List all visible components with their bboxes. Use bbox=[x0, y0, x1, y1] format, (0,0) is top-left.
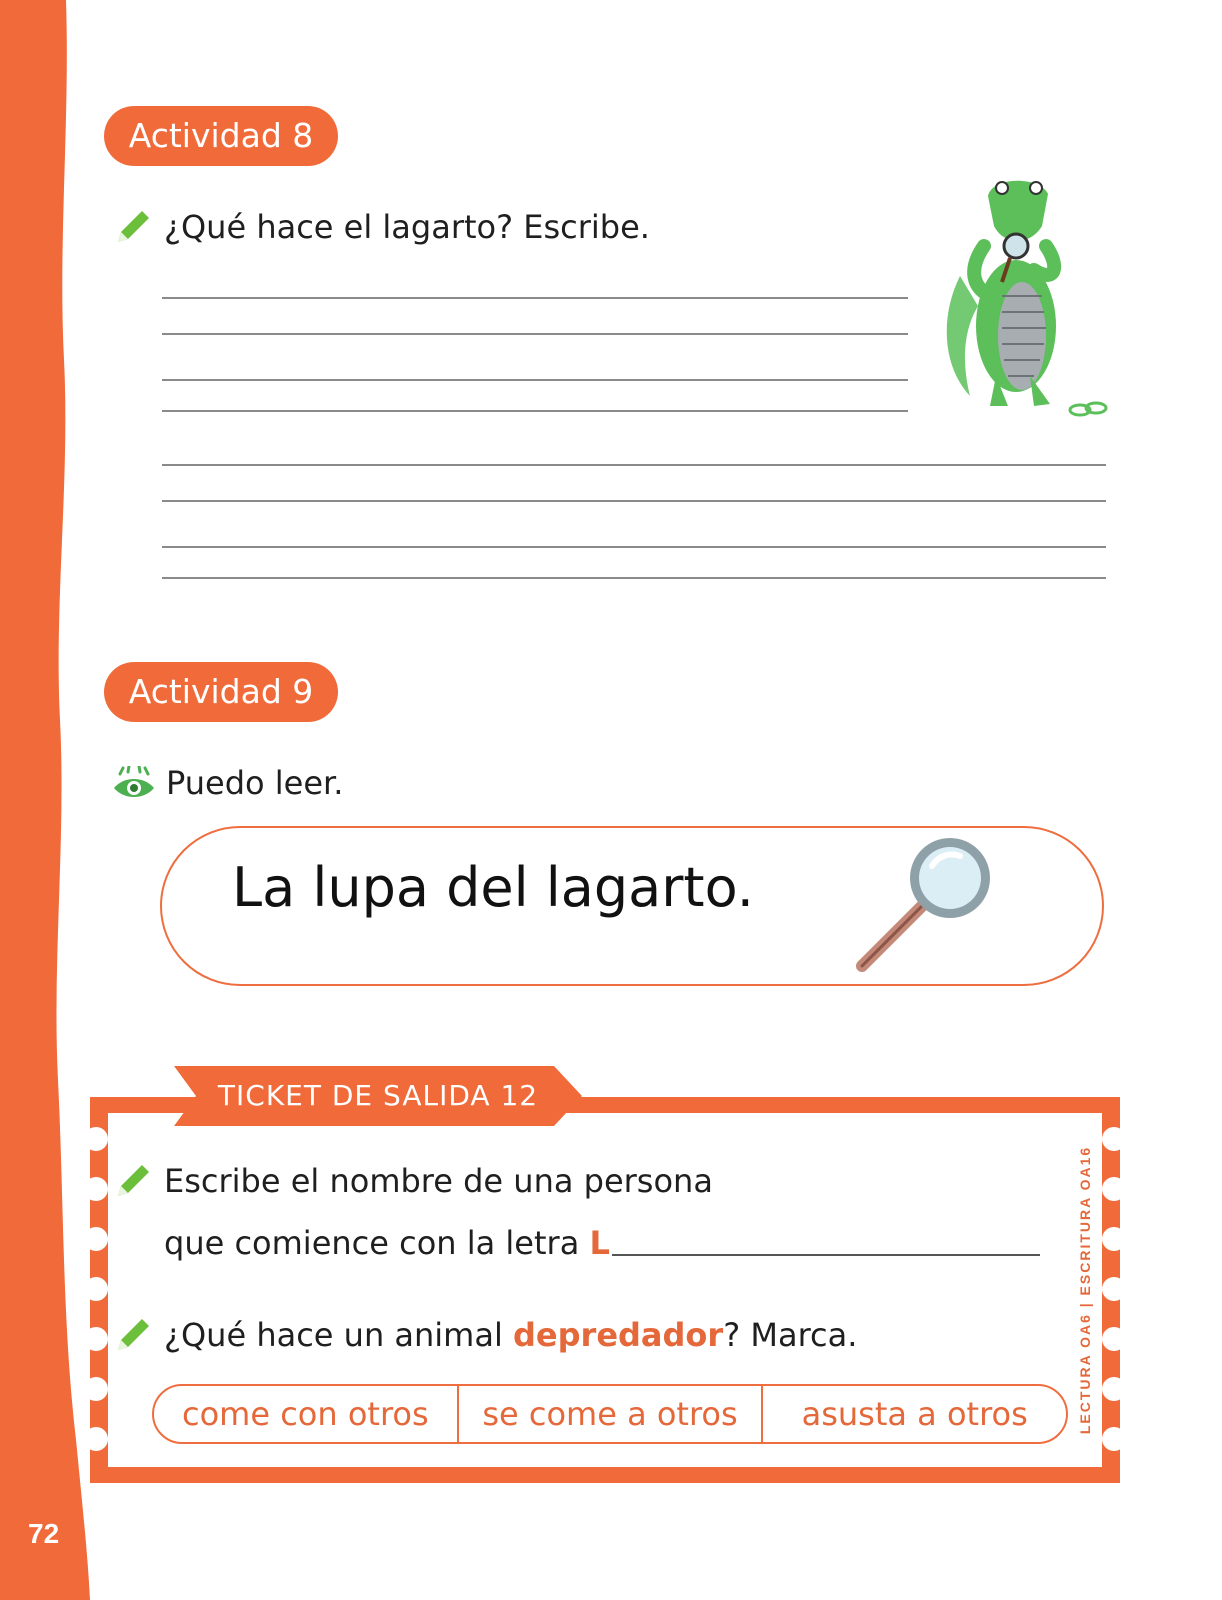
exit-ticket-title: TICKET DE SALIDA 12 bbox=[217, 1079, 539, 1112]
answer-options bbox=[152, 1384, 1068, 1444]
activity-9-title: Actividad 9 bbox=[104, 662, 338, 722]
writing-line[interactable] bbox=[162, 297, 908, 299]
writing-line[interactable] bbox=[162, 546, 1106, 548]
curriculum-label-text: LECTURA OA6 | ESCRITURA OA16 bbox=[1077, 1145, 1093, 1435]
pencil-icon bbox=[112, 206, 154, 248]
magnifying-glass-illustration bbox=[842, 834, 1012, 978]
activity-8-instruction-row bbox=[112, 206, 650, 248]
writing-line[interactable] bbox=[162, 333, 908, 335]
eye-icon bbox=[112, 766, 156, 800]
ticket-q1-row bbox=[112, 1160, 713, 1202]
writing-line[interactable] bbox=[162, 410, 908, 412]
option-se-come-a-otros[interactable]: se come a otros bbox=[457, 1386, 762, 1442]
pencil-icon bbox=[112, 1160, 154, 1202]
page-number: 72 bbox=[28, 1518, 60, 1549]
ticket-q2-highlight: depredador bbox=[513, 1316, 724, 1354]
option-come-con-otros[interactable]: come con otros bbox=[182, 1395, 429, 1433]
activity-9-instruction: Puedo leer. bbox=[166, 764, 344, 802]
activity-8-title: Actividad 8 bbox=[104, 106, 338, 166]
activity-8-instruction: ¿Qué hace el lagarto? Escribe. bbox=[164, 208, 650, 246]
ticket-q1-line2-row bbox=[164, 1224, 610, 1262]
ticket-answer-line[interactable] bbox=[612, 1254, 1040, 1256]
writing-line[interactable] bbox=[162, 379, 908, 381]
ticket-q2-row bbox=[112, 1314, 857, 1356]
reading-text: La lupa del lagarto. bbox=[232, 856, 754, 919]
reading-box bbox=[160, 826, 1104, 986]
writing-line[interactable] bbox=[162, 577, 1106, 579]
writing-line[interactable] bbox=[162, 500, 1106, 502]
ticket-q1-letter: L bbox=[589, 1224, 610, 1262]
pencil-icon bbox=[112, 1314, 154, 1356]
option-asusta-a-otros[interactable]: asusta a otros bbox=[761, 1386, 1066, 1442]
exit-ticket-banner bbox=[174, 1066, 582, 1126]
ticket-q2-prefix: ¿Qué hace un animal bbox=[164, 1316, 503, 1354]
ticket-q2-suffix: ? Marca. bbox=[723, 1316, 858, 1354]
ticket-q1-line1: Escribe el nombre de una persona bbox=[164, 1162, 713, 1200]
curriculum-label bbox=[1070, 1145, 1100, 1435]
ticket-q1-line2: que comience con la letra bbox=[164, 1224, 580, 1262]
lizard-illustration bbox=[930, 166, 1120, 430]
writing-line[interactable] bbox=[162, 464, 1106, 466]
activity-9-instruction-row bbox=[112, 764, 343, 802]
